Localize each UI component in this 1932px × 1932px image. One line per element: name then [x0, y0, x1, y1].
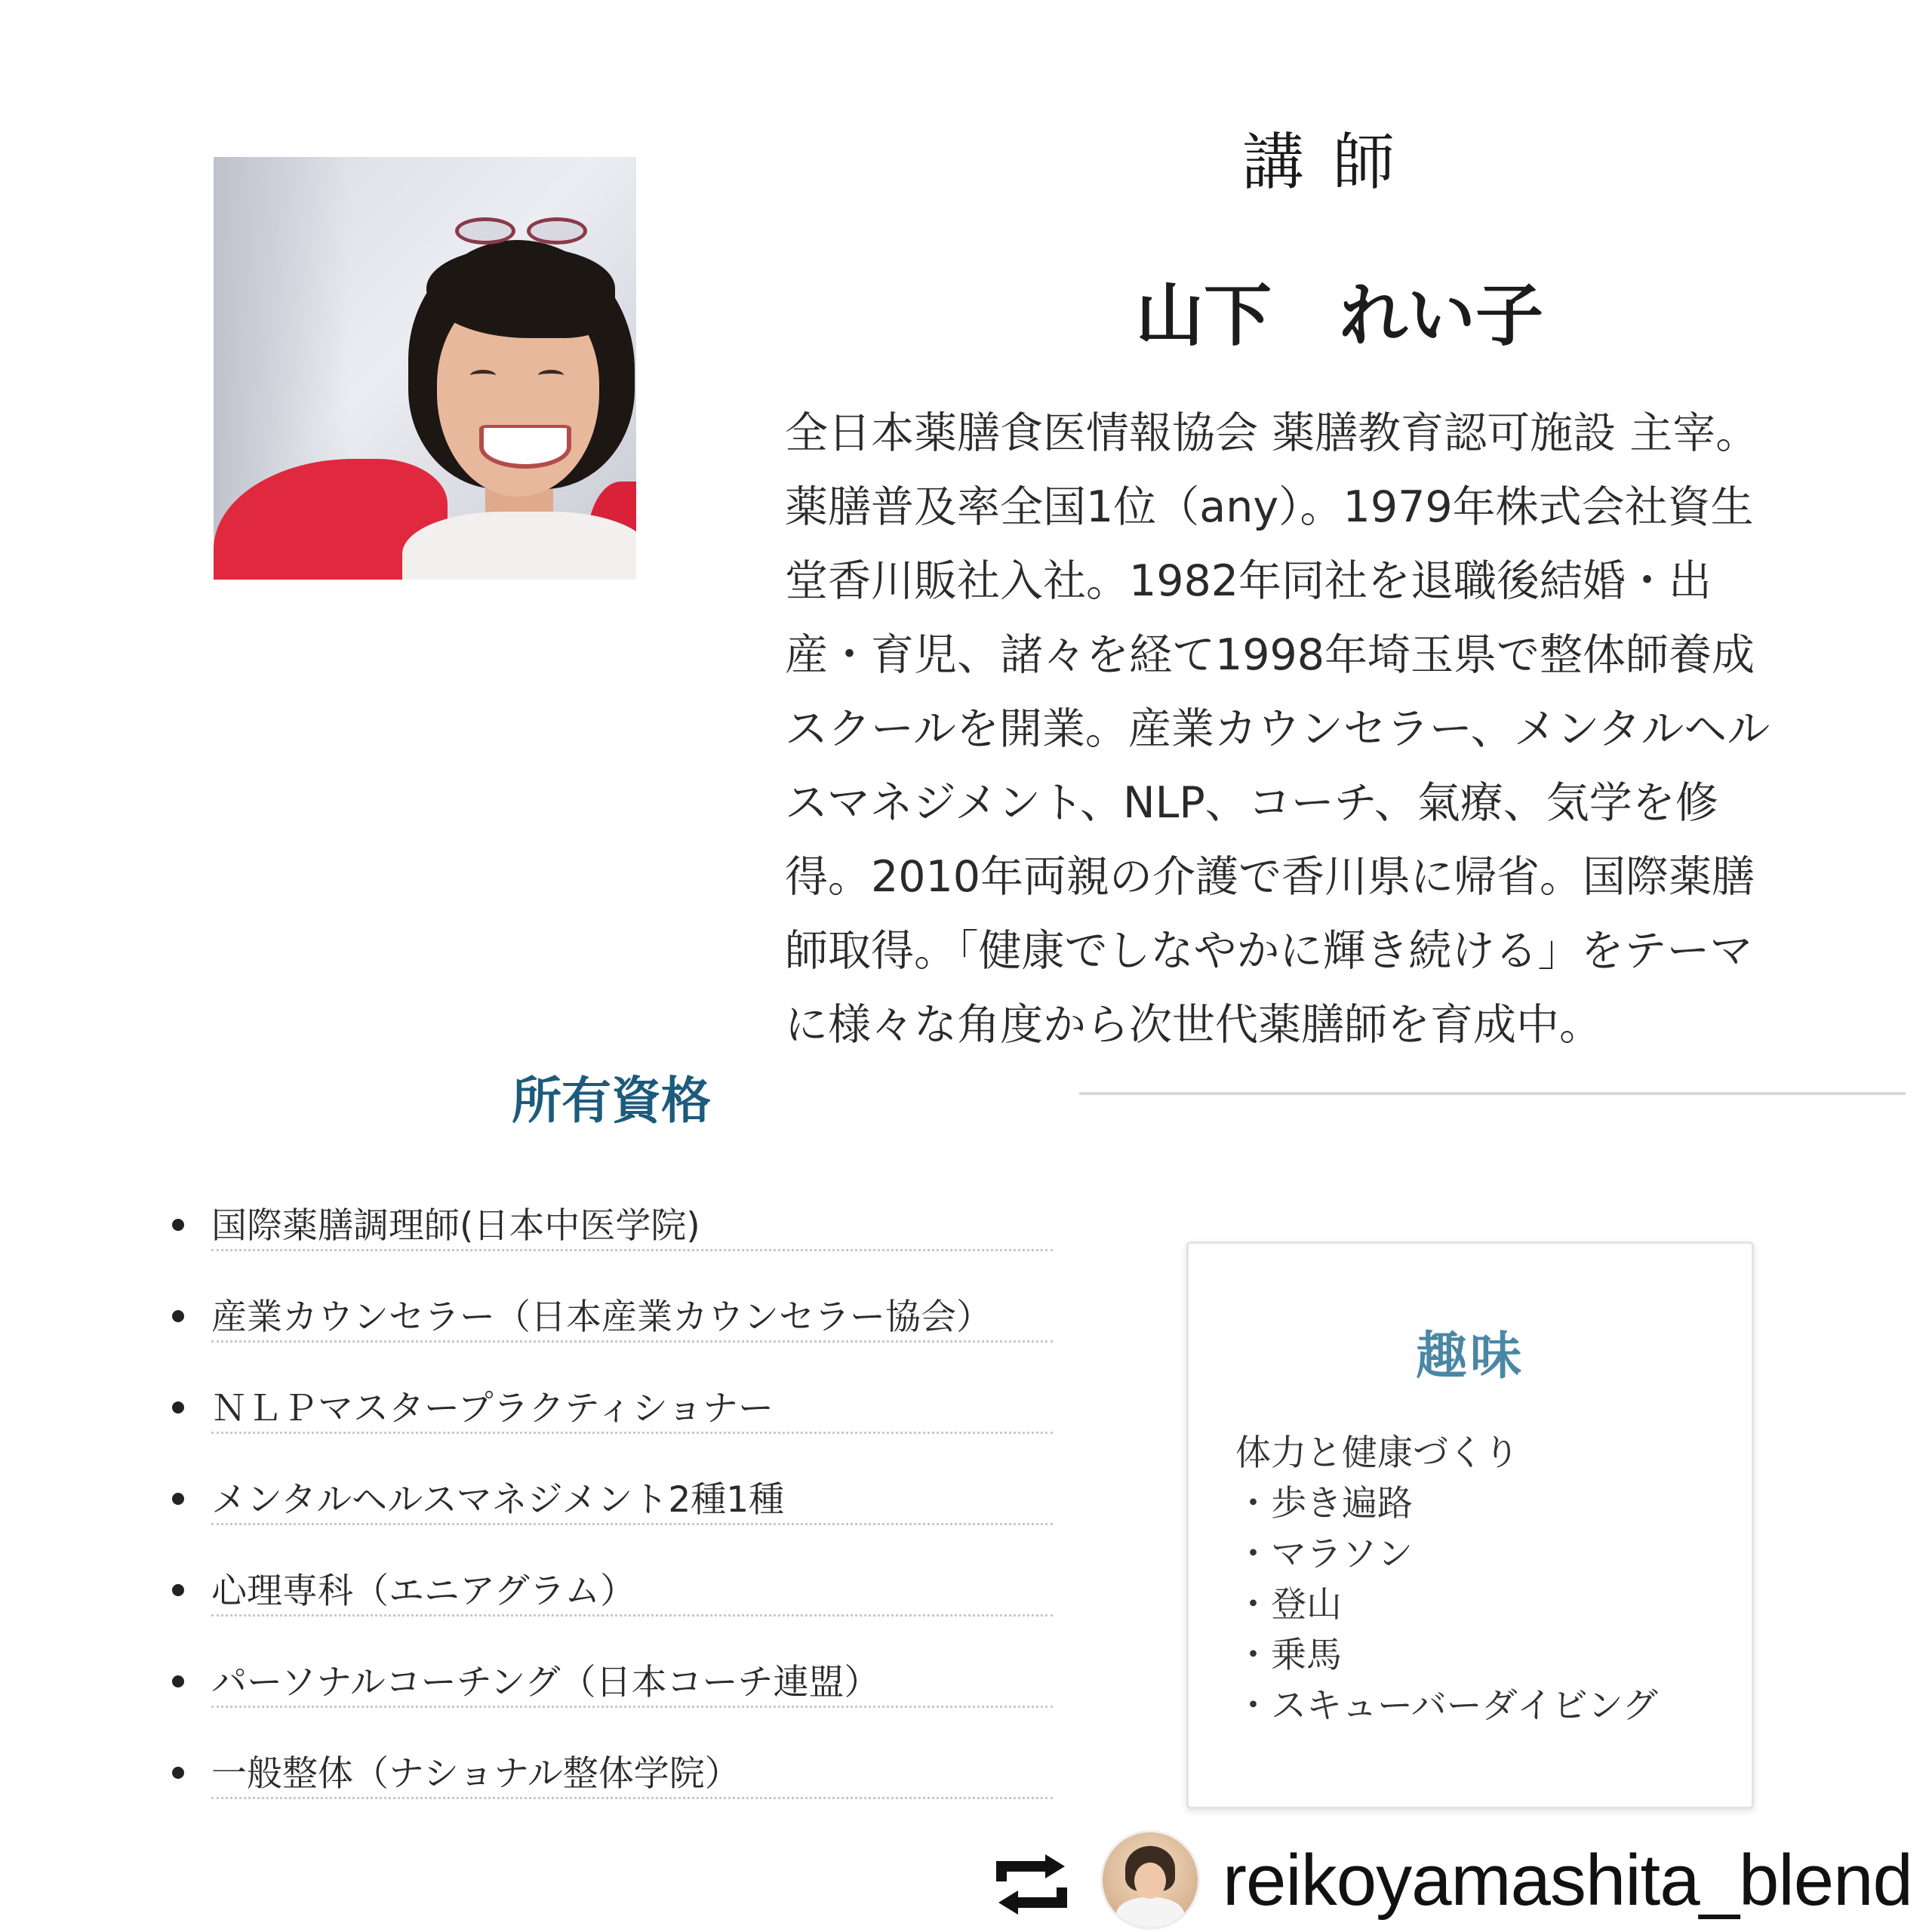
qualification-text: 国際薬膳調理師(日本中医学院) [211, 1205, 700, 1247]
qualification-text: メンタルヘルスマネジメント2種1種 [211, 1479, 785, 1521]
qualification-text: 産業カウンセラー（日本産業カウンセラー協会） [211, 1297, 992, 1338]
bullet-icon [172, 1675, 184, 1687]
dotted-divider [211, 1706, 1053, 1708]
hobby-item: ・登山 [1235, 1584, 1342, 1626]
bullet-icon [172, 1310, 184, 1322]
hobbies-card [1186, 1241, 1754, 1809]
hobby-item: ・スキューバーダイビング [1235, 1685, 1658, 1727]
hobby-item: ・マラソン [1235, 1534, 1413, 1575]
qualification-item [166, 1371, 1053, 1463]
bullet-icon [172, 1219, 184, 1231]
hobbies-title: 趣味 [1415, 1327, 1524, 1386]
qualification-item [166, 1737, 1053, 1828]
bullet-icon [172, 1493, 184, 1505]
bullet-icon [172, 1401, 184, 1414]
section-divider [1079, 1092, 1906, 1095]
bio-line: スマネジメント、NLP、コーチ、氣療、気学を修 [785, 778, 1718, 828]
dotted-divider [211, 1797, 1053, 1799]
section-title: 講 師 [1241, 127, 1400, 198]
qualifications-list [166, 1189, 1053, 1828]
qualification-item [166, 1189, 1053, 1280]
qualification-item [166, 1554, 1053, 1645]
bio-line: に様々な角度から次世代薬膳師を育成中。 [785, 1000, 1602, 1050]
qualification-item [166, 1463, 1053, 1554]
qualification-text: 一般整体（ナショナル整体学院） [211, 1753, 740, 1795]
hobbies-intro: 体力と健康づくり [1235, 1432, 1519, 1474]
bio-line: 堂香川販社入社。1982年同社を退職後結婚・出 [785, 556, 1712, 606]
hobby-item: ・乗馬 [1235, 1635, 1342, 1676]
instructor-photo [214, 157, 636, 580]
instructor-bio [785, 396, 1887, 1062]
qualification-item [166, 1280, 1053, 1371]
dotted-divider [211, 1614, 1053, 1617]
dotted-divider [211, 1523, 1053, 1525]
qualifications-title: 所有資格 [512, 1072, 711, 1130]
bullet-icon [172, 1584, 184, 1596]
dotted-divider [211, 1432, 1053, 1434]
hobbies-list [1235, 1475, 1658, 1728]
bio-line: 得。2010年両親の介護で香川県に帰省。国際薬膳 [785, 852, 1755, 902]
bio-line: 全日本薬膳食医情報協会 薬膳教育認可施設 主宰。 [785, 408, 1759, 458]
hobby-item: ・歩き遍路 [1235, 1483, 1413, 1524]
bio-line: 師取得。「健康でしなやかに輝き続ける」をテーマ [785, 926, 1753, 976]
qualification-text: パーソナルコーチング（日本コーチ連盟） [211, 1662, 880, 1703]
dotted-divider [211, 1340, 1053, 1343]
instructor-name: 山下 れい子 [1136, 276, 1543, 355]
repost-username[interactable]: reikoyamashita_blend [1223, 1840, 1912, 1921]
dotted-divider [211, 1249, 1053, 1251]
bio-line: 薬膳普及率全国1位（any）。1979年株式会社資生 [785, 482, 1754, 532]
bio-line: スクールを開業。産業カウンセラー、メンタルヘル [785, 704, 1770, 754]
qualification-text: 心理専科（エニアグラム） [211, 1571, 636, 1612]
qualification-item [166, 1645, 1053, 1737]
qualification-text: ＮＬＰマスタープラクティショナー [211, 1388, 774, 1429]
bio-line: 産・育児、諸々を経て1998年埼玉県で整体師養成 [785, 630, 1755, 680]
bullet-icon [172, 1767, 184, 1779]
repost-icon[interactable] [992, 1853, 1071, 1916]
avatar[interactable] [1100, 1830, 1200, 1930]
